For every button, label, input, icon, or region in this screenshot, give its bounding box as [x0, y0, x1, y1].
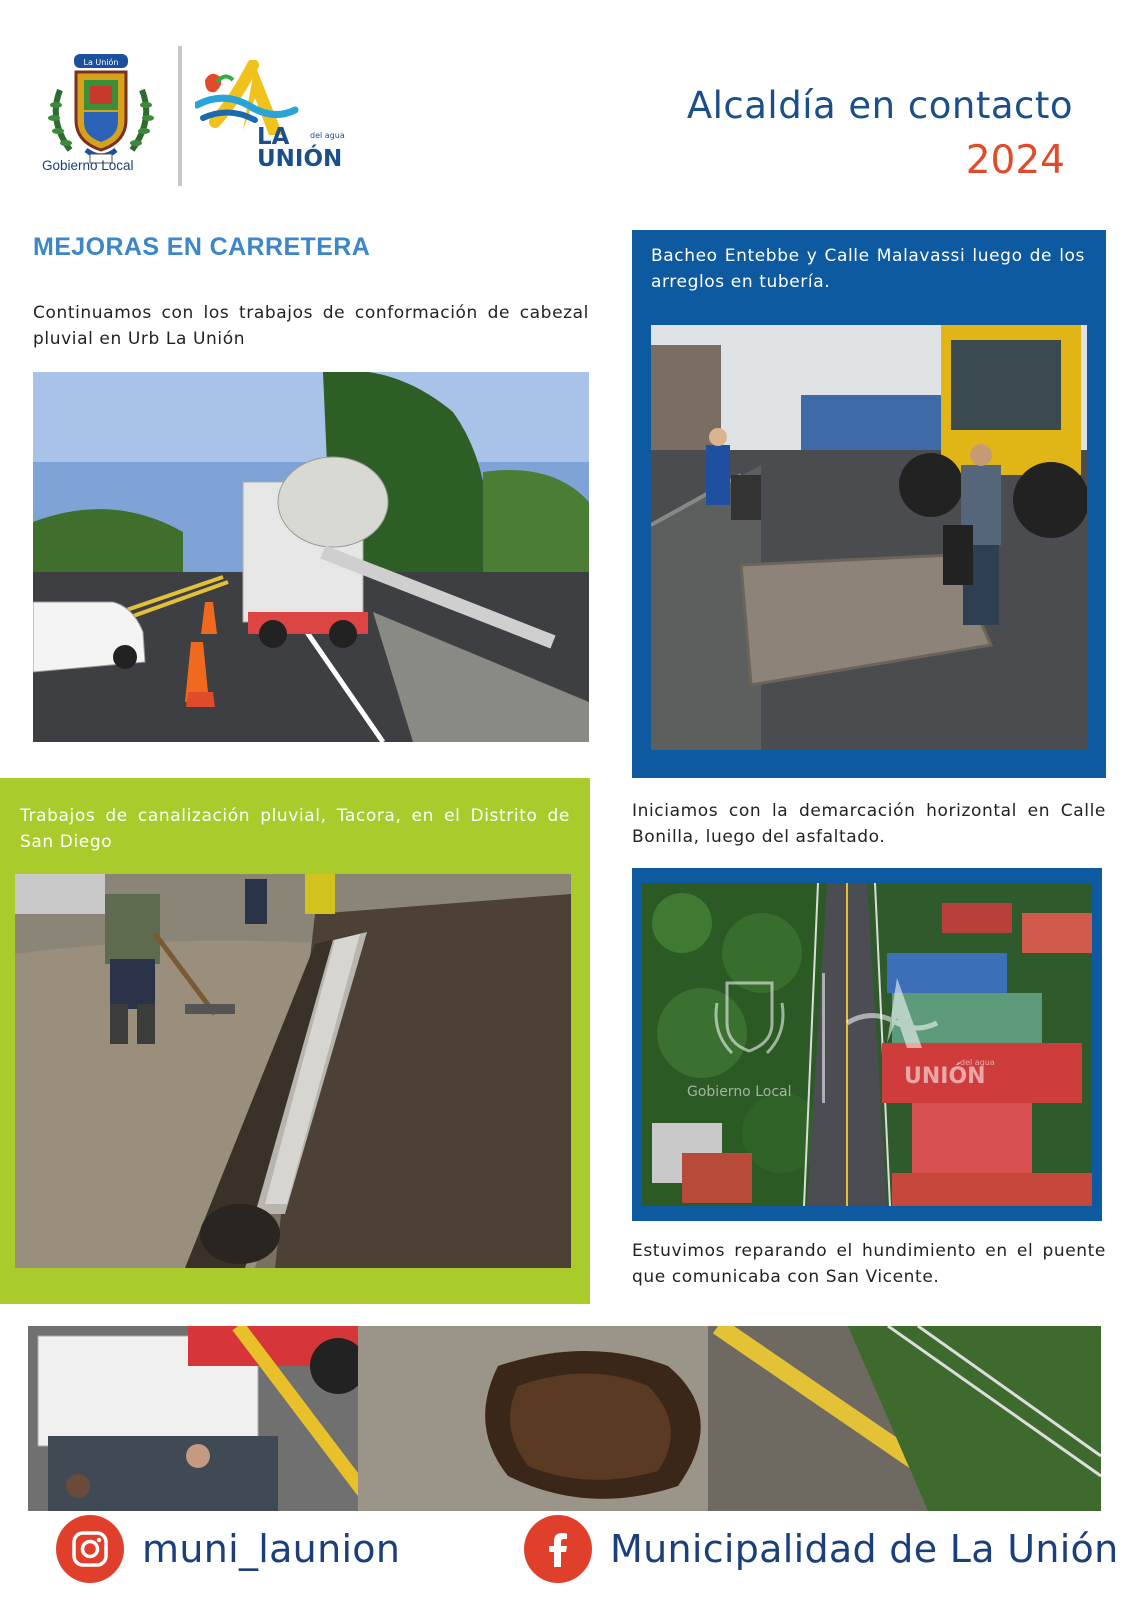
- watermark-logo-union: UNIÓN: [904, 1064, 986, 1089]
- photo-bacheo: [651, 325, 1087, 750]
- caption-hundimiento: Estuvimos reparando el hundimiento en el puente que comunicaba con San Vicente.: [632, 1241, 1106, 1287]
- frame-aerial: [632, 868, 1102, 1221]
- instagram-icon[interactable]: [56, 1515, 124, 1583]
- watermark-logo-small: del agua: [960, 1058, 995, 1067]
- caption-cabezal-pluvial: Continuamos con los trabajos de conformación de cabezal pluvial en Urb La Unión: [33, 303, 589, 349]
- la-union-logo: [195, 60, 365, 175]
- page-year: 2024: [965, 138, 1065, 183]
- page-title: Alcaldía en contacto: [686, 84, 1073, 127]
- gobierno-local-label: Gobierno Local: [42, 158, 134, 173]
- photo-canalizacion: [15, 874, 571, 1268]
- instagram-link[interactable]: [56, 1514, 400, 1584]
- watermark-gob-label: Gobierno Local: [687, 1084, 792, 1100]
- caption-bacheo: Bacheo Entebbe y Calle Malavassi luego de los arreglos en tubería.: [651, 246, 1085, 292]
- caption-tacora: Trabajos de canalización pluvial, Tacora, en el Distrito de San Diego: [20, 806, 570, 852]
- photo-concrete-truck: [33, 372, 589, 742]
- header-divider: [178, 46, 182, 186]
- facebook-handle[interactable]: Municipalidad de La Unión: [610, 1527, 1119, 1571]
- instagram-handle[interactable]: muni_launion: [142, 1527, 401, 1571]
- facebook-link[interactable]: [524, 1514, 1119, 1584]
- panel-bacheo: [632, 230, 1106, 778]
- gob-badge-text: La Unión: [83, 58, 119, 67]
- panel-tacora: [0, 778, 590, 1304]
- logo-text-union: UNIÓN: [257, 146, 343, 172]
- logo-text-la: LA: [257, 124, 290, 150]
- logo-text-small: del agua: [310, 131, 345, 140]
- photo-aerial-calle-bonilla: [642, 883, 1092, 1206]
- caption-demarcacion: Iniciamos con la demarcación horizontal en Calle Bonilla, luego del asfaltado.: [632, 801, 1106, 847]
- section-title: MEJORAS EN CARRETERA: [33, 233, 371, 261]
- photo-bridge-sinkhole: [28, 1326, 1101, 1511]
- facebook-icon[interactable]: [524, 1515, 592, 1583]
